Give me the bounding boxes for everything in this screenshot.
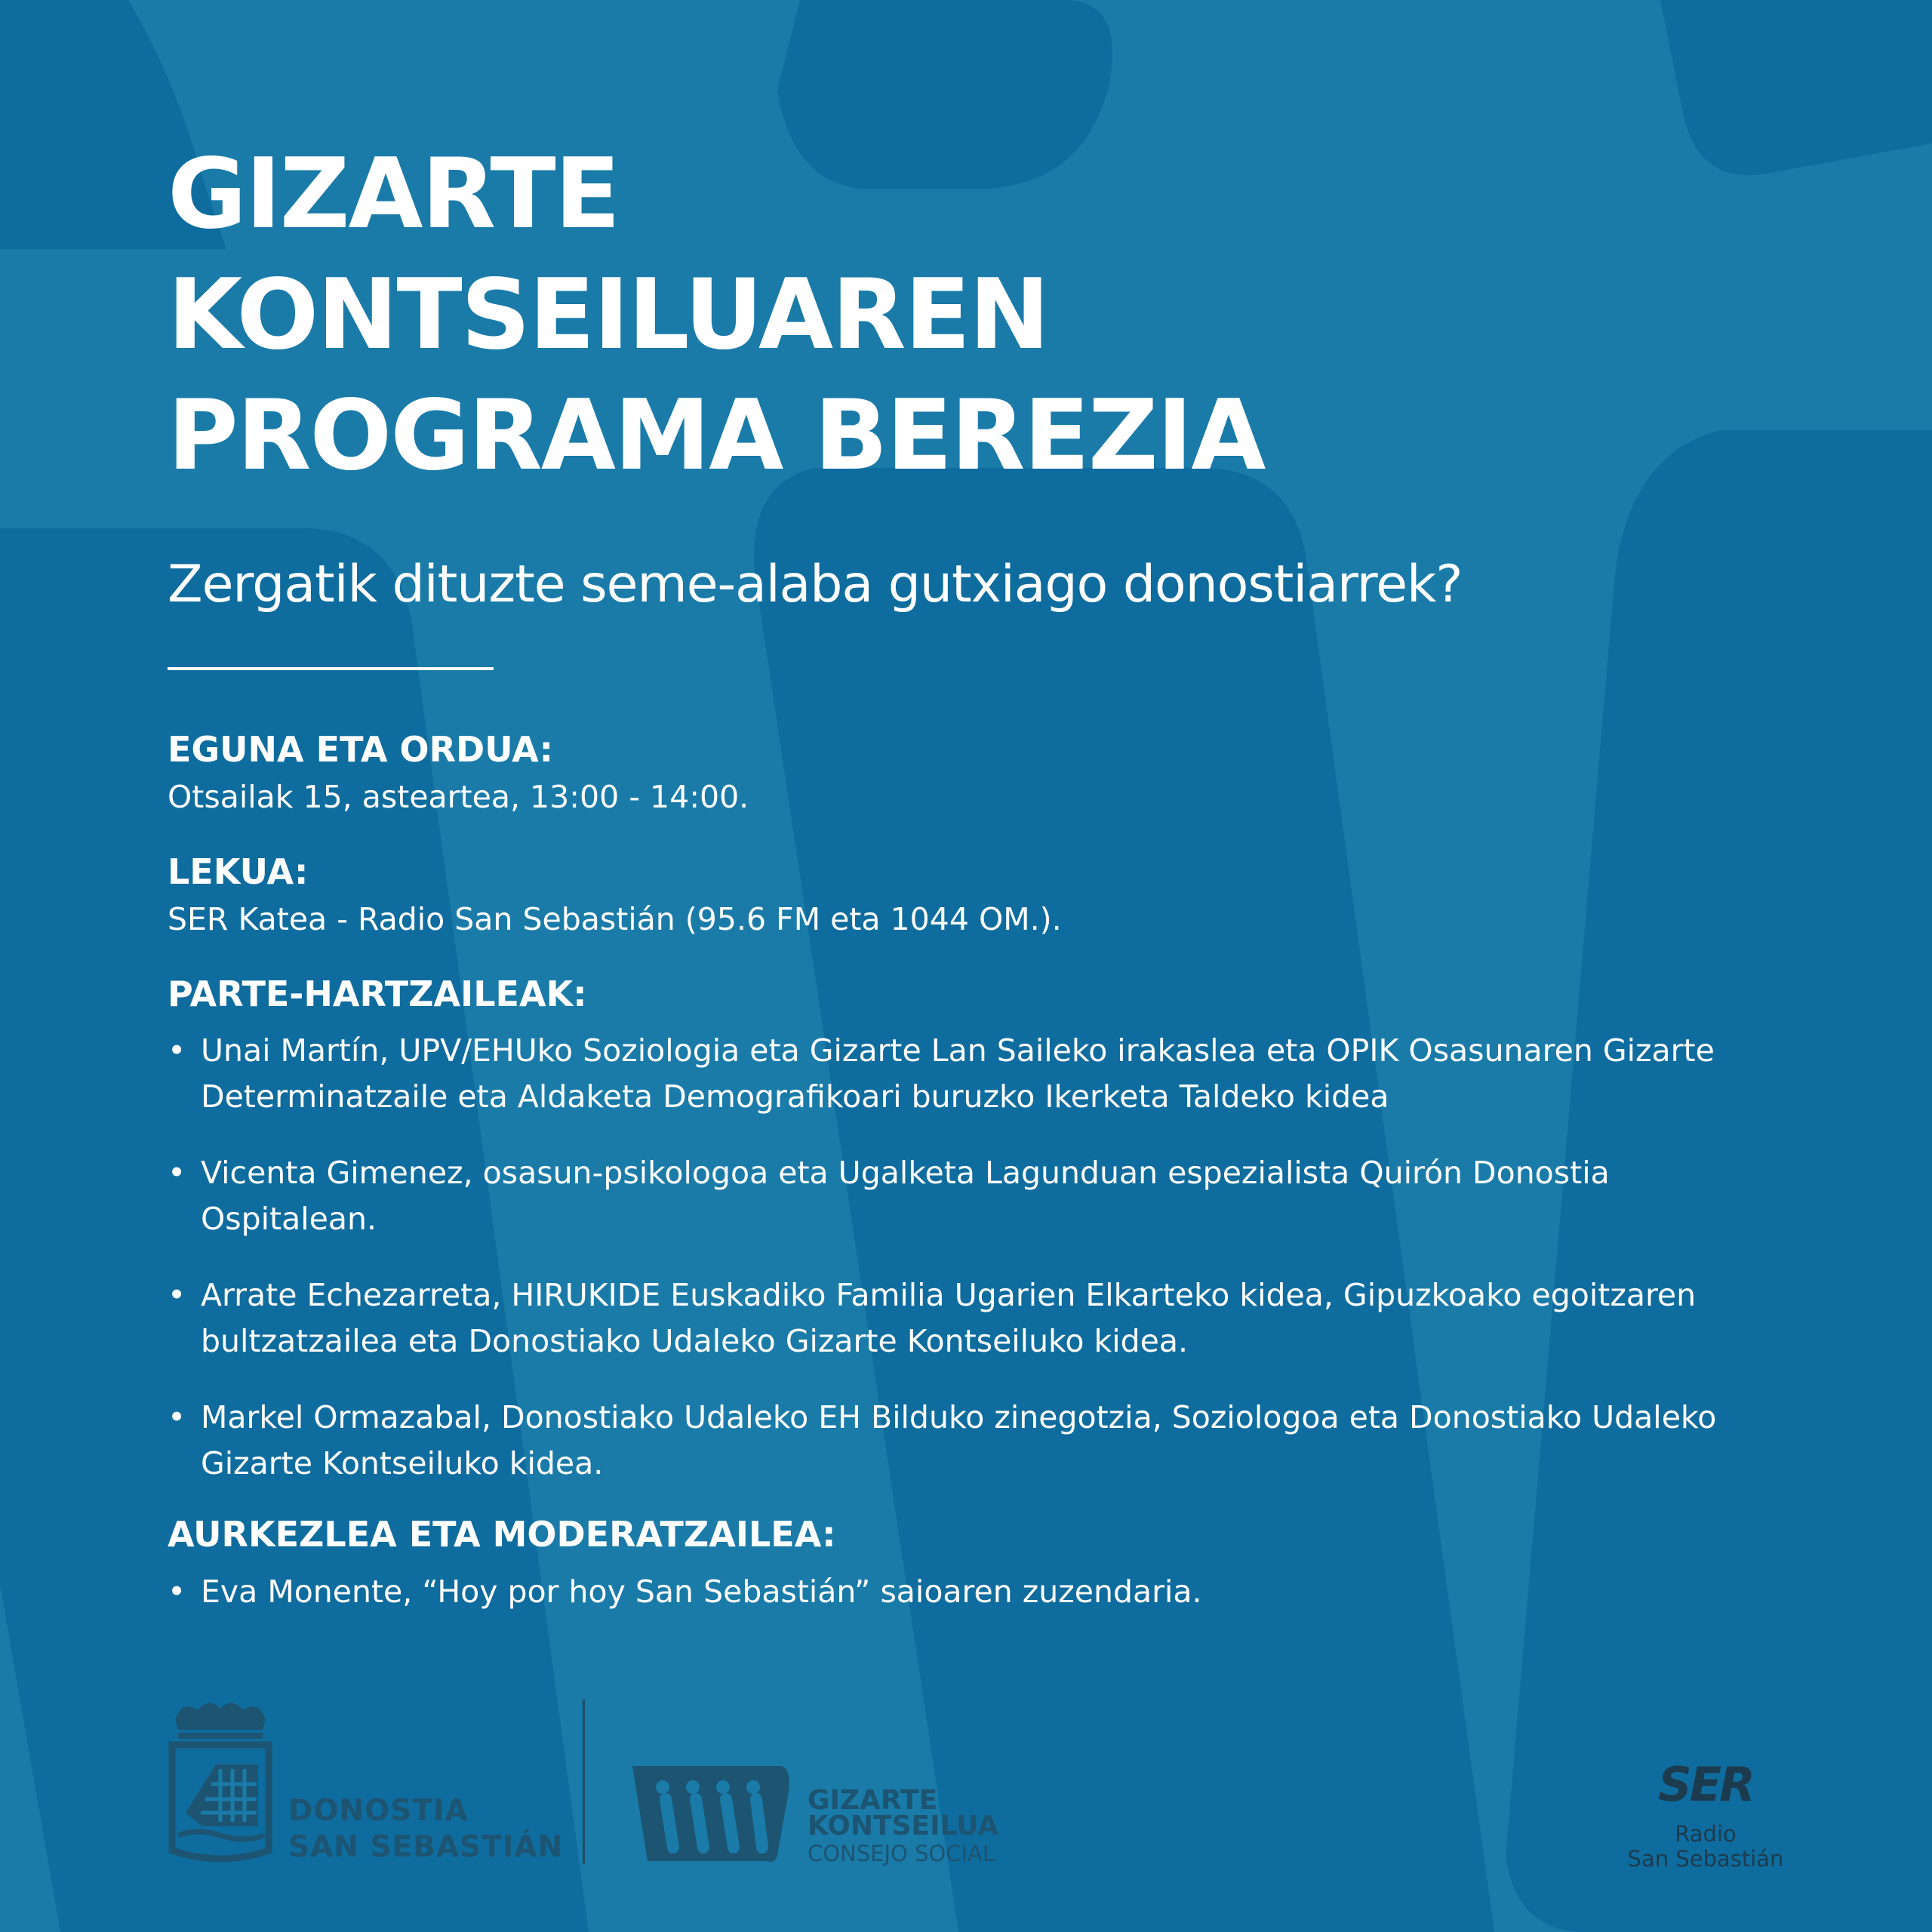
participants-heading: PARTE-HARTZAILEAK:	[168, 974, 587, 1014]
gizarte-kontseilua-mark-icon	[632, 1766, 791, 1864]
moderator-heading: AURKEZLEA ETA MODERATZAILEA:	[168, 1514, 836, 1555]
ser-logo-line-2: San Sebastián	[1627, 1846, 1784, 1872]
list-item: • Unai Martín, UPV/EHUko Soziologia eta Gizarte Lan Saileko irakaslea eta OPIK Osasunaren Gizarte Determinatzaile eta Aldaketa Demografikoari buruzko Ikerketa Taldeko kidea	[168, 1028, 1790, 1120]
subtitle: Zergatik dituzte seme-alaba gutxiago donostiarrek?	[168, 555, 1463, 614]
participants-list	[168, 1028, 1790, 1517]
logo-divider	[583, 1700, 585, 1864]
donostia-logo-text	[288, 1793, 563, 1866]
date-text: Otsailak 15, asteartea, 13:00 - 14:00.	[168, 779, 749, 815]
title-line-1: GIZARTE	[168, 138, 620, 251]
donostia-logo-line-2: SAN SEBASTIÁN	[288, 1830, 564, 1864]
city-shield-icon	[168, 1700, 281, 1866]
list-item: • Markel Ormazabal, Donostiako Udaleko EH Bilduko zinegotzia, Soziologoa eta Donostiako Udaleko Gizarte Kontseiluko kidea.	[168, 1395, 1790, 1487]
place-heading: LEKUA:	[168, 851, 309, 892]
ser-logo-text	[1607, 1822, 1804, 1872]
date-heading: EGUNA ETA ORDUA:	[168, 729, 553, 770]
moderator-list	[168, 1569, 1790, 1645]
gizarte-logo-line-2: KONTSEILUA	[808, 1810, 999, 1841]
gizarte-logo-line-1: GIZARTE	[808, 1785, 938, 1816]
list-item: • Vicenta Gimenez, osasun-psikologoa eta Ugalketa Lagunduan espezialista Quirón Donostia Ospitalean.	[168, 1150, 1790, 1242]
title-line-2: KONTSEILUAREN	[168, 259, 1049, 371]
donostia-logo-line-1: DONOSTIA	[288, 1794, 469, 1828]
ser-logo-line-1: Radio	[1675, 1821, 1737, 1847]
donostia-logo	[168, 1700, 564, 1873]
list-item: • Arrate Echezarreta, HIRUKIDE Euskadiko Familia Ugarien Elkarteko kidea, Gipuzkoako egoitzaren bultzatzailea eta Donostiako Udaleko Gizarte Kontseiluko kidea.	[168, 1272, 1790, 1364]
gizarte-kontseilua-logo	[632, 1766, 1025, 1872]
ser-radio-logo	[1607, 1758, 1804, 1872]
ser-wordmark: SER	[1658, 1757, 1753, 1812]
page-title	[168, 134, 1264, 497]
place-text: SER Katea - Radio San Sebastián (95.6 FM eta 1044 OM.).	[168, 901, 1062, 937]
gizarte-logo-line-3: CONSEJO SOCIAL	[808, 1841, 995, 1866]
divider-rule	[168, 667, 494, 670]
title-line-3: PROGRAMA BEREZIA	[168, 380, 1265, 492]
list-item: • Eva Monente, “Hoy por hoy San Sebastián” saioaren zuzendaria.	[168, 1569, 1790, 1615]
